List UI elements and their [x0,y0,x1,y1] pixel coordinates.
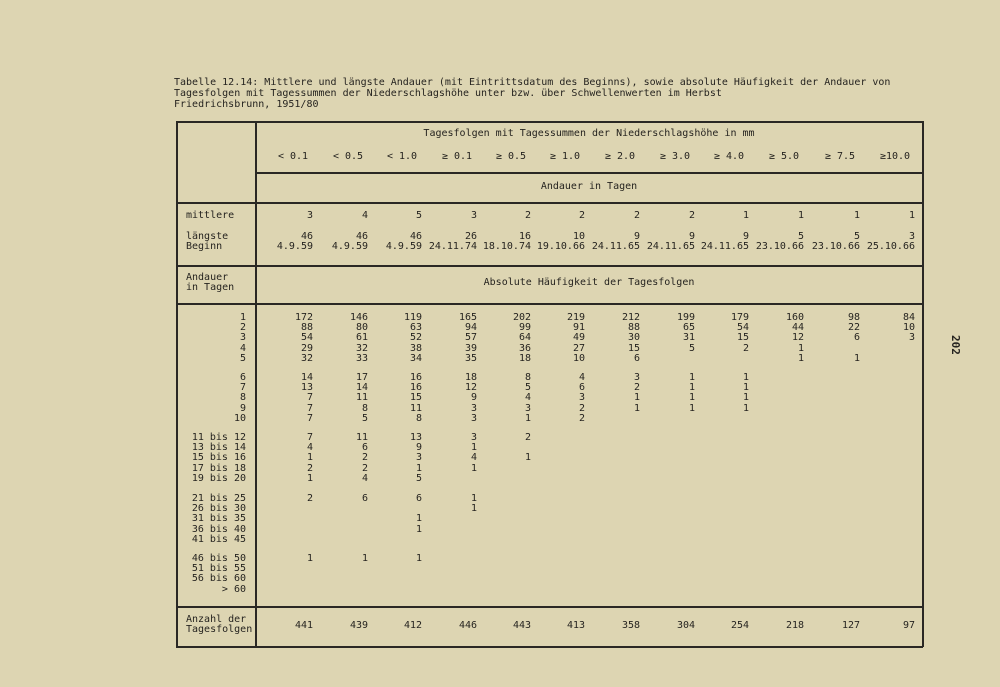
threshold-header: ≥ 5.0 [768,151,800,162]
frequency-cell: 3 [524,402,531,414]
laengste-value: 9 [633,231,640,242]
duration-label: 36 bis 40 [191,523,246,535]
frequency-cell: 6 [853,332,860,344]
laengste-value: 9 [742,231,749,242]
frequency-cell: 1 [415,513,422,525]
frequency-cell: 2 [524,432,531,443]
frequency-cell: 3 [415,452,422,464]
threshold-header: ≥ 3.0 [659,151,691,162]
duration-header: Andauer [186,272,229,283]
frequency-cell: 99 [518,322,531,334]
table-right-border [922,121,924,647]
threshold-header: < 0.5 [332,151,364,162]
frequency-cell: 38 [409,342,422,354]
frequency-cell: 165 [458,312,477,323]
frequency-cell: 91 [572,322,585,334]
frequency-cell: 10 [572,352,585,364]
total-value: 441 [294,620,313,631]
frequency-cell: 10 [902,322,915,334]
frequency-cell: 30 [627,332,640,344]
laengste-value: 5 [853,231,860,242]
frequency-cell: 2 [578,402,585,414]
beginn-date: 23.10.66 [755,241,804,252]
frequency-cell: 1 [524,412,531,424]
threshold-header: ≥ 4.0 [713,151,745,162]
duration-label: 4 [239,342,246,354]
frequency-cell: 16 [409,372,422,383]
mittlere-value: 2 [688,210,695,221]
frequency-cell: 7 [306,402,313,414]
frequency-cell: 80 [355,322,368,334]
total-value: 439 [349,620,368,631]
frequency-cell: 119 [403,312,422,323]
caption-line: Tagesfolgen mit Tagessummen der Niederschlagshöhe unter bzw. über Schwellenwerten im Herbst [174,88,722,99]
frequency-cell: 4 [578,372,585,383]
threshold-header: ≥ 2.0 [604,151,636,162]
totals-label: Anzahl der [186,614,247,625]
caption-line: Friedrichsbrunn, 1951/80 [174,99,319,110]
frequency-cell: 4 [306,442,313,454]
frequency-cell: 219 [566,312,585,323]
mittlere-value: 2 [524,210,531,221]
frequency-cell: 39 [464,342,477,354]
frequency-cell: 202 [512,312,531,323]
beginn-date: 24.11.74 [428,241,477,252]
frequency-cell: 1 [415,523,422,535]
frequency-cell: 4 [470,452,477,464]
mittlere-value: 5 [415,210,422,221]
frequency-cell: 5 [688,342,695,354]
frequency-cell: 12 [791,332,804,344]
duration-label: 1 [239,312,246,323]
frequency-cell: 1 [306,553,313,564]
frequency-cell: 6 [361,493,368,504]
frequency-cell: 8 [415,412,422,424]
duration-label: 31 bis 35 [191,513,246,525]
duration-label: 7 [239,382,246,394]
frequency-cell: 1 [524,452,531,464]
duration-label: 13 bis 14 [191,442,246,454]
laengste-value: 46 [300,231,313,242]
duration-label: 46 bis 50 [191,553,246,564]
frequency-cell: 9 [415,442,422,454]
frequency-cell: 14 [300,372,313,383]
frequency-cell: 3 [470,412,477,424]
frequency-cell: 1 [415,553,422,564]
duration-label: 10 [233,412,246,424]
frequency-cell: 11 [409,402,422,414]
frequency-cell: 8 [524,372,531,383]
duration-label: 6 [239,372,246,383]
duration-label: 41 bis 45 [191,533,246,545]
column-group-title: Tagesfolgen mit Tagessummen der Niederschlagshöhe in mm [423,128,755,139]
frequency-cell: 44 [791,322,804,334]
mittlere-value: 1 [797,210,804,221]
frequency-cell: 9 [470,392,477,404]
mittlere-value: 2 [633,210,640,221]
mittlere-value: 1 [853,210,860,221]
beginn-date: 18.10.74 [482,241,531,252]
frequency-cell: 49 [572,332,585,344]
beginn-date: 4.9.59 [276,241,313,252]
laengste-value: 5 [797,231,804,242]
table-left-border [176,121,178,647]
beginn-date: 24.11.65 [700,241,749,252]
frequency-cell: 11 [355,392,368,404]
frequency-cell: 1 [853,352,860,364]
frequency-cell: 1 [306,452,313,464]
mittlere-value: 3 [470,210,477,221]
frequency-cell: 65 [682,322,695,334]
frequency-cell: 15 [627,342,640,354]
duration-label: 15 bis 16 [191,452,246,464]
frequency-cell: 172 [294,312,313,323]
frequency-cell: 4 [524,392,531,404]
frequency-cell: 1 [742,392,749,404]
frequency-cell: 2 [361,462,368,474]
table-top-border [176,121,923,123]
duration-header: in Tagen [186,282,235,293]
frequency-title: Absolute Häufigkeit der Tagesfolgen [483,277,695,288]
frequency-cell: 52 [409,332,422,344]
frequency-cell: 7 [306,392,313,404]
laengste-value: 46 [409,231,422,242]
caption-line: Tabelle 12.14: Mittlere und längste Andauer (mit Eintrittsdatum des Beginns), sowie absolute Häufigkeit der Andauer von [174,77,891,88]
threshold-header: ≥ 0.1 [441,151,473,162]
frequency-cell: 5 [524,382,531,394]
totals-label: Tagesfolgen [186,624,253,635]
frequency-cell: 61 [355,332,368,344]
threshold-header: ≥ 7.5 [824,151,856,162]
total-value: 443 [512,620,531,631]
frequency-cell: 160 [785,312,804,323]
beginn-date: 4.9.59 [385,241,422,252]
frequency-cell: 98 [847,312,860,323]
frequency-cell: 63 [409,322,422,334]
total-value: 412 [403,620,422,631]
frequency-cell: 1 [415,462,422,474]
frequency-cell: 31 [682,332,695,344]
beginn-date: 23.10.66 [811,241,860,252]
frequency-cell: 2 [633,382,640,394]
frequency-cell: 14 [355,382,368,394]
frequency-cell: 3 [633,372,640,383]
duration-label: 5 [239,352,246,364]
mittlere-label: mittlere [186,210,235,221]
header-bottom-divider [176,202,923,204]
frequency-cell: 1 [797,342,804,354]
mittlere-value: 3 [306,210,313,221]
frequency-cell: 1 [688,382,695,394]
frequency-cell: 1 [633,402,640,414]
frequency-cell: 1 [742,382,749,394]
frequency-cell: 2 [361,452,368,464]
frequency-cell: 33 [355,352,368,364]
frequency-cell: 212 [621,312,640,323]
beginn-date: 25.10.66 [866,241,915,252]
threshold-header: < 1.0 [386,151,418,162]
frequency-cell: 84 [902,312,915,323]
duration-label: 2 [239,322,246,334]
frequency-cell: 3 [908,332,915,344]
laengste-value: 10 [572,231,585,242]
frequency-cell: 13 [409,432,422,443]
frequency-cell: 1 [306,472,313,484]
duration-label: 3 [239,332,246,344]
frequency-cell: 2 [306,493,313,504]
frequency-cell: 36 [518,342,531,354]
frequency-cell: 1 [688,392,695,404]
frequency-cell: 15 [409,392,422,404]
duration-label: 56 bis 60 [191,573,246,585]
laengste-value: 3 [908,231,915,242]
duration-label: 17 bis 18 [191,462,246,474]
duration-label: > 60 [221,583,246,595]
duration-label: 19 bis 20 [191,472,246,484]
totals-divider [176,606,923,608]
frequency-cell: 15 [736,332,749,344]
total-value: 358 [621,620,640,631]
frequency-cell: 6 [415,493,422,504]
frequency-cell: 3 [470,432,477,443]
mittlere-value: 4 [361,210,368,221]
frequency-cell: 2 [578,412,585,424]
frequency-cell: 7 [306,412,313,424]
total-value: 254 [730,620,749,631]
beginn-date: 24.11.65 [646,241,695,252]
beginn-date: 4.9.59 [331,241,368,252]
andauer-header: Andauer in Tagen [540,181,638,192]
frequency-cell: 1 [742,372,749,383]
frequency-cell: 1 [470,493,477,504]
frequency-cell: 34 [409,352,422,364]
laengste-value: 9 [688,231,695,242]
laengste-value: 46 [355,231,368,242]
frequency-cell: 35 [464,352,477,364]
frequency-cell: 1 [633,392,640,404]
duration-label: 9 [239,402,246,414]
frequency-cell: 179 [730,312,749,323]
frequency-cell: 32 [355,342,368,354]
frequency-cell: 57 [464,332,477,344]
frequency-cell: 17 [355,372,368,383]
frequency-cell: 1 [470,442,477,454]
frequency-cell: 199 [676,312,695,323]
threshold-header: ≥ 0.5 [495,151,527,162]
frequency-cell: 1 [688,402,695,414]
mittlere-value: 1 [742,210,749,221]
frequency-cell: 12 [464,382,477,394]
frequency-cell: 2 [742,342,749,354]
frequency-cell: 3 [470,402,477,414]
frequency-cell: 18 [518,352,531,364]
frequency-cell: 3 [578,392,585,404]
table-bottom-border [176,646,923,648]
duration-label: 21 bis 25 [191,493,246,504]
frequency-cell: 88 [300,322,313,334]
total-value: 218 [785,620,804,631]
frequency-cell: 94 [464,322,477,334]
mittlere-value: 2 [578,210,585,221]
frequency-cell: 8 [361,402,368,414]
frequency-cell: 27 [572,342,585,354]
laengste-label: längste [186,231,229,242]
duration-label: 51 bis 55 [191,563,246,575]
duration-label: 26 bis 30 [191,503,246,515]
frequency-cell: 18 [464,372,477,383]
frequency-cell: 54 [300,332,313,344]
frequency-cell: 1 [470,462,477,474]
total-value: 413 [566,620,585,631]
frequency-cell: 22 [847,322,860,334]
freq-header-divider [176,303,923,305]
frequency-cell: 2 [306,462,313,474]
frequency-cell: 6 [578,382,585,394]
beginn-date: 24.11.65 [591,241,640,252]
page-number: 202 [949,335,962,355]
laengste-value: 16 [518,231,531,242]
frequency-cell: 54 [736,322,749,334]
threshold-header: ≥ 1.0 [549,151,581,162]
total-value: 97 [902,620,915,631]
frequency-cell: 1 [361,553,368,564]
duration-label: 11 bis 12 [191,432,246,443]
duration-label: 8 [239,392,246,404]
mittlere-value: 1 [908,210,915,221]
total-value: 127 [841,620,860,631]
frequency-cell: 88 [627,322,640,334]
stats-bottom-divider [176,265,923,267]
beginn-date: 19.10.66 [536,241,585,252]
frequency-cell: 5 [361,412,368,424]
laengste-value: 26 [464,231,477,242]
frequency-cell: 32 [300,352,313,364]
total-value: 304 [676,620,695,631]
frequency-cell: 5 [415,472,422,484]
frequency-cell: 6 [633,352,640,364]
frequency-cell: 13 [300,382,313,394]
frequency-cell: 1 [742,402,749,414]
frequency-cell: 7 [306,432,313,443]
frequency-cell: 16 [409,382,422,394]
beginn-label: Beginn [186,241,223,252]
frequency-cell: 29 [300,342,313,354]
threshold-header: < 0.1 [277,151,309,162]
frequency-cell: 1 [688,372,695,383]
frequency-cell: 146 [349,312,368,323]
frequency-cell: 4 [361,472,368,484]
frequency-cell: 1 [797,352,804,364]
header-andauer-divider [255,172,923,174]
frequency-cell: 1 [470,503,477,515]
frequency-cell: 11 [355,432,368,443]
threshold-header: ≥10.0 [879,151,911,162]
total-value: 446 [458,620,477,631]
table-caption [174,77,944,110]
frequency-cell: 64 [518,332,531,344]
frequency-cell: 6 [361,442,368,454]
